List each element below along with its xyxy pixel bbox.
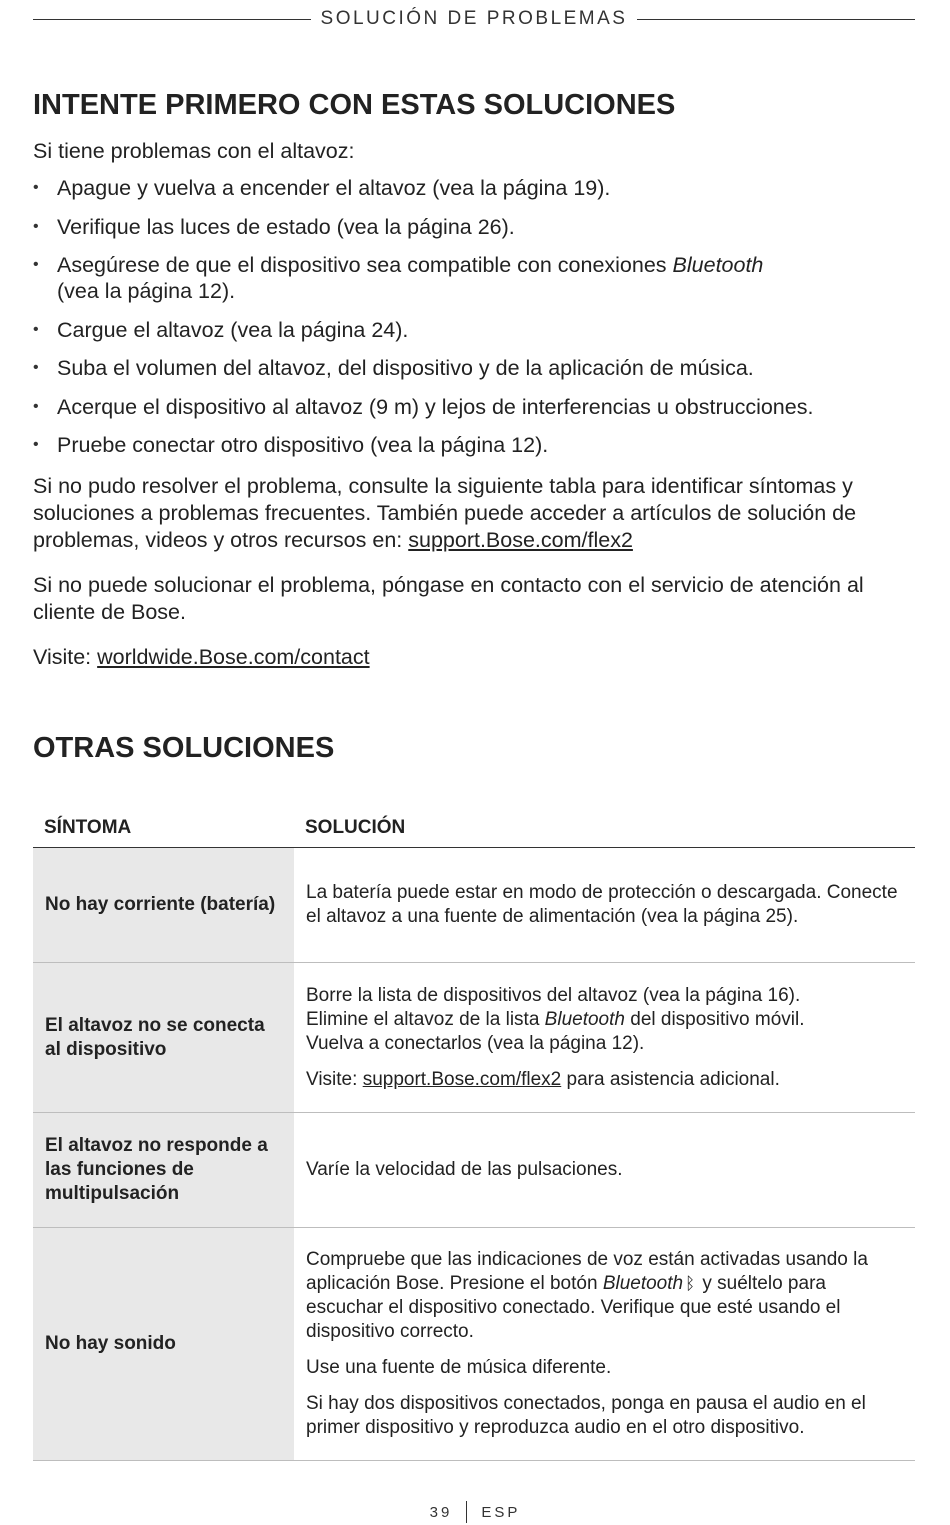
list-item: • Acerque el dispositivo al altavoz (9 m) y lejos de interferencias u obstrucciones. (33, 394, 915, 420)
table-row (33, 1228, 915, 1461)
bluetooth-term: Bluetooth (602, 1273, 684, 1294)
solution-text (306, 1248, 903, 1344)
table-reference-paragraph (33, 473, 915, 554)
symptom-cell: No hay corriente (batería) (33, 848, 294, 963)
list-item (33, 252, 915, 304)
solution-visit-text (306, 1068, 903, 1092)
symptom-cell: El altavoz no se conecta al dispositivo (33, 963, 294, 1113)
bluetooth-icon: ᛒ (685, 1274, 696, 1293)
list-item: • Cargue el altavoz (vea la página 24). (33, 317, 915, 343)
solution-line: Vuelva a conectarlos (vea la página 12). (306, 1032, 645, 1054)
other-solutions-section (33, 731, 915, 765)
list-item-text: (vea la página 12). (57, 279, 236, 303)
solutions-table (33, 817, 915, 1461)
solution-text: Use una fuente de música diferente. (306, 1357, 612, 1378)
table-row (33, 848, 915, 963)
solution-line: Borre la lista de dispositivos del altavoz (vea la página 16). (306, 984, 801, 1006)
footer-separator (466, 1501, 467, 1523)
column-header-solution: SOLUCIÓN (294, 817, 915, 848)
list-item-text: Asegúrese de que el dispositivo sea compatible con conexiones (57, 253, 673, 277)
solution-cell (294, 1228, 915, 1461)
page-footer (0, 1500, 950, 1524)
visit-label: Visite: (306, 1068, 363, 1090)
contact-paragraph: Si no puede solucionar el problema, póngase en contacto con el servicio de atención al cliente de Bose. (33, 573, 864, 624)
visit-paragraph (33, 644, 915, 671)
symptom-cell: El altavoz no responde a las funciones de multipulsación (33, 1113, 294, 1228)
list-item: • Suba el volumen del altavoz, del dispositivo y de la aplicación de música. (33, 355, 915, 381)
page-number: 39 (429, 1503, 453, 1521)
solution-text: La batería puede estar en modo de protección o descargada. Conecte el altavoz a una fuente de alimentación (vea la página 25). (306, 882, 898, 927)
header-rule-right (637, 19, 915, 20)
intro-text: Si tiene problemas con el altavoz: (33, 139, 355, 163)
solution-text: Varíe la velocidad de las pulsaciones. (306, 1159, 623, 1180)
solution-line: y suéltelo para escuchar el dispositivo conectado. Verifique que esté usando el dispositivo correcto. (306, 1273, 841, 1342)
paragraph-text: Si no pudo resolver el problema, consulte la siguiente tabla para identificar síntomas y soluciones a problemas frecuentes. También puede acceder a artículos de solución de problemas, videos y otros recursos en: (33, 474, 857, 552)
table-row (33, 963, 915, 1113)
table-row (33, 1113, 915, 1228)
list-item: • Pruebe conectar otro dispositivo (vea la página 12). (33, 432, 915, 458)
header-rule-left (33, 19, 311, 20)
solution-cell (294, 963, 915, 1113)
solutions-list (33, 175, 915, 458)
bluetooth-term: Bluetooth (544, 1008, 625, 1030)
solution-line: Compruebe que las indicaciones de voz están activadas usando la aplicación Bose. Presione el botón (306, 1249, 868, 1294)
solution-line: del dispositivo móvil. (624, 1008, 805, 1030)
column-header-symptom: SÍNTOMA (33, 817, 294, 848)
solution-text (306, 984, 903, 1056)
solution-cell (294, 1113, 915, 1228)
symptom-cell: No hay sonido (33, 1228, 294, 1461)
language-code: ESP (481, 1503, 521, 1521)
visit-after: para asistencia adicional. (561, 1068, 780, 1090)
list-item: • Apague y vuelva a encender el altavoz (vea la página 19). (33, 175, 915, 201)
header-title: SOLUCIÓN DE PROBLEMAS (320, 8, 628, 29)
support-link[interactable]: support.Bose.com/flex2 (408, 528, 633, 552)
solution-cell (294, 848, 915, 963)
solution-text: Si hay dos dispositivos conectados, ponga en pausa el audio en el primer dispositivo y reproduzca audio en el otro dispositivo. (306, 1393, 866, 1438)
list-item: • Verifique las luces de estado (vea la página 26). (33, 214, 915, 240)
section-heading-first-solutions: INTENTE PRIMERO CON ESTAS SOLUCIONES (33, 89, 676, 121)
page-content (33, 88, 915, 1461)
page-header (33, 8, 915, 30)
contact-link[interactable]: worldwide.Bose.com/contact (97, 645, 370, 669)
bluetooth-term: Bluetooth (672, 253, 764, 277)
solution-line: Elimine el altavoz de la lista (306, 1008, 545, 1030)
support-link[interactable]: support.Bose.com/flex2 (362, 1068, 562, 1090)
section-heading-other-solutions: OTRAS SOLUCIONES (33, 732, 335, 764)
visit-label: Visite: (33, 645, 98, 669)
table-header-row (33, 817, 915, 848)
